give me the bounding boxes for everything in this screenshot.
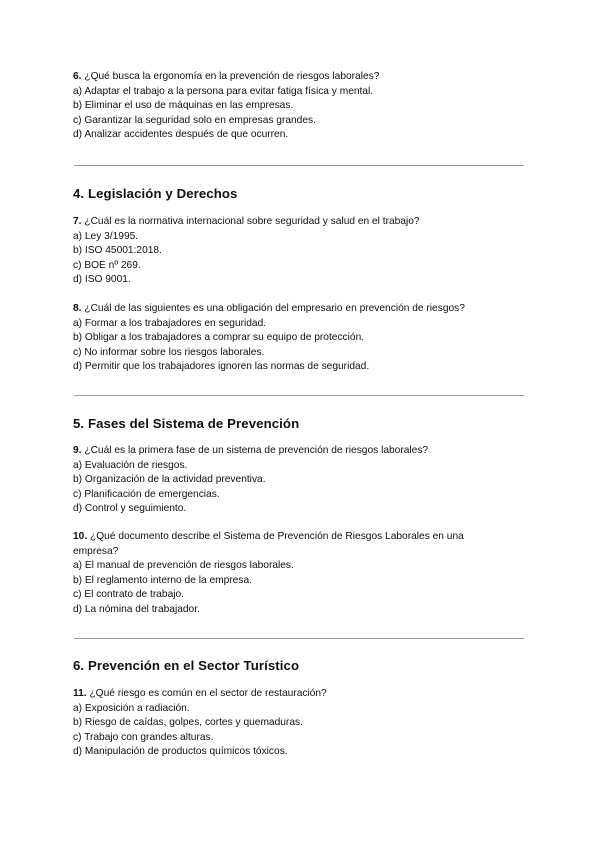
option-a: a) Adaptar el trabajo a la persona para evitar fatiga física y mental. xyxy=(73,85,374,97)
question-text: ¿Qué documento describe el Sistema de Prevención de Riesgos Laborales en una xyxy=(90,531,464,542)
option-b: b) Organización de la actividad preventiva. xyxy=(73,474,266,486)
question-number: 10. xyxy=(73,531,88,542)
option-a: a) Evaluación de riesgos. xyxy=(73,459,188,471)
option-c: c) BOE nº 269. xyxy=(73,259,141,271)
question-11 xyxy=(73,687,528,760)
question-text: ¿Cuál es la normativa internacional sobre seguridad y salud en el trabajo? xyxy=(84,216,420,227)
section-title-5: 5. Fases del Sistema de Prevención xyxy=(73,416,300,431)
option-b: b) Eliminar el uso de máquinas en las empresas. xyxy=(73,100,294,112)
option-a: a) Ley 3/1995. xyxy=(73,230,139,242)
section-divider xyxy=(74,165,524,166)
option-c: c) No informar sobre los riesgos laborales. xyxy=(73,346,265,358)
question-number: 6. xyxy=(73,71,82,82)
question-10 xyxy=(73,530,528,618)
question-stem xyxy=(73,530,528,545)
question-number: 11. xyxy=(73,688,87,699)
question-7 xyxy=(73,215,528,288)
option-d: d) ISO 9001. xyxy=(73,274,131,286)
question-stem xyxy=(73,70,528,85)
question-text: ¿Qué riesgo es común en el sector de restauración? xyxy=(89,688,327,699)
section-title-6: 6. Prevención en el Sector Turístico xyxy=(73,658,300,673)
section-divider xyxy=(74,638,524,639)
option-c: c) Trabajo con grandes alturas. xyxy=(73,731,214,743)
option-a: a) Formar a los trabajadores en seguridad. xyxy=(73,317,267,329)
option-a: a) El manual de prevención de riesgos laborales. xyxy=(73,560,294,572)
option-d: d) Permitir que los trabajadores ignoren las normas de seguridad. xyxy=(73,361,370,373)
option-d: d) Control y seguimiento. xyxy=(73,503,187,515)
option-b: b) El reglamento interno de la empresa. xyxy=(73,574,252,586)
question-text: ¿Cuál de las siguientes es una obligación del empresario en prevención de riesgos? xyxy=(84,303,465,314)
question-8 xyxy=(73,302,528,375)
option-b: b) Riesgo de caídas, golpes, cortes y quemaduras. xyxy=(73,717,303,729)
question-text-continued: empresa? xyxy=(73,545,119,557)
section-divider xyxy=(74,395,524,396)
question-stem xyxy=(73,215,528,230)
question-stem xyxy=(73,687,528,702)
option-c: c) Planificación de emergencias. xyxy=(73,488,220,500)
question-9 xyxy=(73,444,528,517)
question-6 xyxy=(73,70,528,143)
option-a: a) Exposición a radiación. xyxy=(73,702,190,714)
option-b: b) ISO 45001:2018. xyxy=(73,245,162,257)
option-d: d) La nómina del trabajador. xyxy=(73,603,200,615)
question-text: ¿Qué busca la ergonomía en la prevención de riesgos laborales? xyxy=(84,71,380,82)
option-b: b) Obligar a los trabajadores a comprar su equipo de protección. xyxy=(73,332,365,344)
question-stem xyxy=(73,302,528,317)
section-title-4: 4. Legislación y Derechos xyxy=(73,186,238,201)
question-number: 8. xyxy=(73,303,82,314)
option-d: d) Manipulación de productos químicos tóxicos. xyxy=(73,746,288,758)
question-number: 7. xyxy=(73,216,82,227)
question-number: 9. xyxy=(73,445,82,456)
option-d: d) Analizar accidentes después de que ocurren. xyxy=(73,129,289,141)
question-stem xyxy=(73,444,528,459)
option-c: c) El contrato de trabajo. xyxy=(73,589,184,601)
option-c: c) Garantizar la seguridad solo en empresas grandes. xyxy=(73,114,316,126)
question-text: ¿Cuál es la primera fase de un sistema de prevención de riesgos laborales? xyxy=(84,445,429,456)
